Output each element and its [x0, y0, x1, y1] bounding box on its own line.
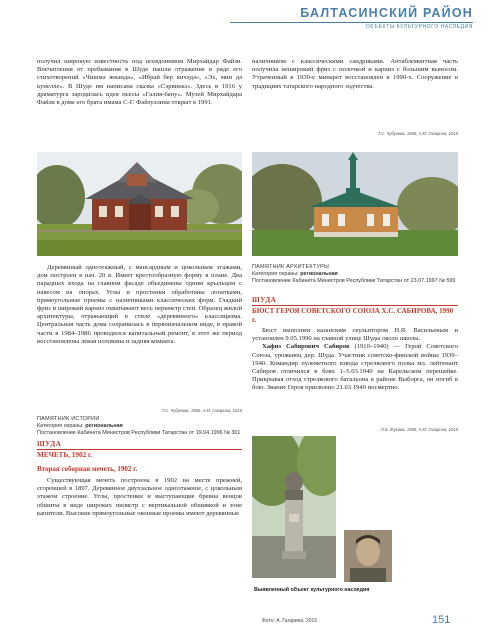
mosque-image	[252, 152, 458, 256]
paragraph: Существующая мечеть построена в 1902 на месте прежней, сгоревшей в 1897. Деревянное двухзальное одноэтажное, с цокольным этажом строение. Углы, простенки и выступающие бревна венцов обшиты в виде широких пилястр с вертикальной обшивкой и зоне капители. Высокие прямоугольные оконные проемы имеют деревянные	[37, 477, 242, 517]
monument-type: ПАМЯТНИК АРХИТЕКТУРЫ	[252, 264, 330, 270]
photo-house	[37, 152, 242, 256]
portrait-image	[344, 530, 392, 582]
heritage-meta-house	[37, 416, 242, 437]
section-place-right: ШУДА	[252, 296, 277, 304]
bust-image	[252, 436, 336, 578]
paragraph: Хафиз Сабирович Сабиров (1910–1940) — Герой Советского Союза, уроженец дер. Шуда. Участник советско-финской войны 1939–1940. Командир пулеметного взвода стрелкового полка мл. лейтенант Сабиров отличился в боях 1–5.03.1940 на Карельском перешейке. Прикрывая отход стрелкового батальона в районе Выборга, он погиб в бою. Звание Героя присвоено 21.03.1940 посмертно.	[252, 343, 458, 392]
hero-name: Хафиз Сабирович Сабиров	[262, 343, 350, 351]
col2-bust-description	[252, 327, 458, 393]
heritage-meta-mosque	[252, 264, 458, 285]
paragraph: Бюст выполнен казанским скульптором Н.Я. Васильевым и установлен 9.05.1990 на главной улице Шуды около школы.	[252, 327, 458, 343]
decree: Постановление Кабинета Министров Республики Татарстан от 23.07.1997 № 599	[252, 278, 456, 284]
protection-category: Категория охраны: региональная	[37, 423, 123, 429]
running-title: БАЛТАСИНСКИЙ РАЙОН	[300, 6, 473, 20]
section-title-left: МЕЧЕТЬ, 1902 г.	[37, 451, 93, 459]
section-place-left: ШУДА	[37, 440, 62, 448]
photo-portrait	[344, 530, 392, 582]
photo-mosque	[252, 152, 458, 256]
photo-credit-mosque: Т.С. Чубукова, 1988, А.М. Гагарина, 2015	[377, 131, 458, 136]
photo-bust	[252, 436, 336, 578]
paragraph: Деревянный одноэтажный, с мансардным и цокольным этажами, дом построен в нач. 20 в. Имеет крестообразную форму в плане. Два парадных входа на главном фасаде объединены одним крыльцом с навесом на опорах. Углы и простенки обработаны лопатками, прямоугольные проемы с наличниками классических форм. Гладкий фриз и широкий карниз охватывают весь периметр стен. Образец жилой архитектуры, отражающий в стиле «деревянного» классицизма. Центральная часть дома сохранилась в первоначальном виде, в правой части в 1984–1986 проводился капитальный ремонт, в этот же период восстановлены левая половина и задняя комната.	[37, 264, 242, 345]
col1-house-description	[37, 264, 242, 346]
monument-type: ПАМЯТНИК ИСТОРИИ	[37, 416, 100, 422]
photo-credit-house: Т.С. Чубукова, 1986, А.М. Гагарина, 2015	[161, 408, 242, 413]
section-rule-left	[37, 449, 242, 450]
photo-credit-bust: Л.Б. Жукова, 1988, А.М. Гагарина, 2015	[380, 427, 458, 432]
page-number: 151	[432, 614, 451, 626]
photo-author: Фото: А. Гагарина, 2015	[262, 618, 318, 624]
decree: Постановление Кабинета Министров Республики Татарстан от 19.04.1996 № 301	[37, 430, 241, 436]
house-image	[37, 152, 242, 256]
protection-category: Категория охраны: региональная	[252, 271, 338, 277]
heritage-caption: Выявленный объект культурного наследия	[254, 587, 370, 593]
section-subtitle-left: Вторая соборная мечеть, 1902 г.	[37, 465, 138, 473]
paragraph: получил широкую известность под псевдонимом Мирхайдар Файзи. Впечатления от пребывания в Шуде нашли отражение в ряде его стихотворений «Чишмә янында», «Ибрай бер кичәдә», «Эх, мин дә кунелле». В Шуде им написана сказка «Сэрвиназ». Здесь в 1916 у драматурга зародилась идея пьесы «Галия-бану». Музей Мирхайдара Файзи в доме его брата имама С-Г. Файзуллина открыт в 1991.	[37, 58, 242, 107]
paragraph: наличником с классическими сандриками. Антаблементная часть получила неширокий фриз с полочкой и карниз с большим выносом. Утраченный в 1930-е минарет восстановлен в 1990-х. Сооружение в традициях татарского народного зодчества.	[252, 58, 458, 90]
header-rule	[230, 22, 473, 23]
section-rule-right	[252, 305, 458, 306]
col2-top-text	[252, 58, 458, 91]
col1-top-text	[37, 58, 242, 107]
section-title-right: БЮСТ ГЕРОЯ СОВЕТСКОГО СОЮЗА Х.С. САБИРОВА, 1990 г.	[252, 307, 454, 324]
running-subtitle: ОБЪЕКТЫ КУЛЬТУРНОГО НАСЛЕДИЯ	[365, 24, 473, 30]
col1-mosque-description	[37, 477, 242, 518]
